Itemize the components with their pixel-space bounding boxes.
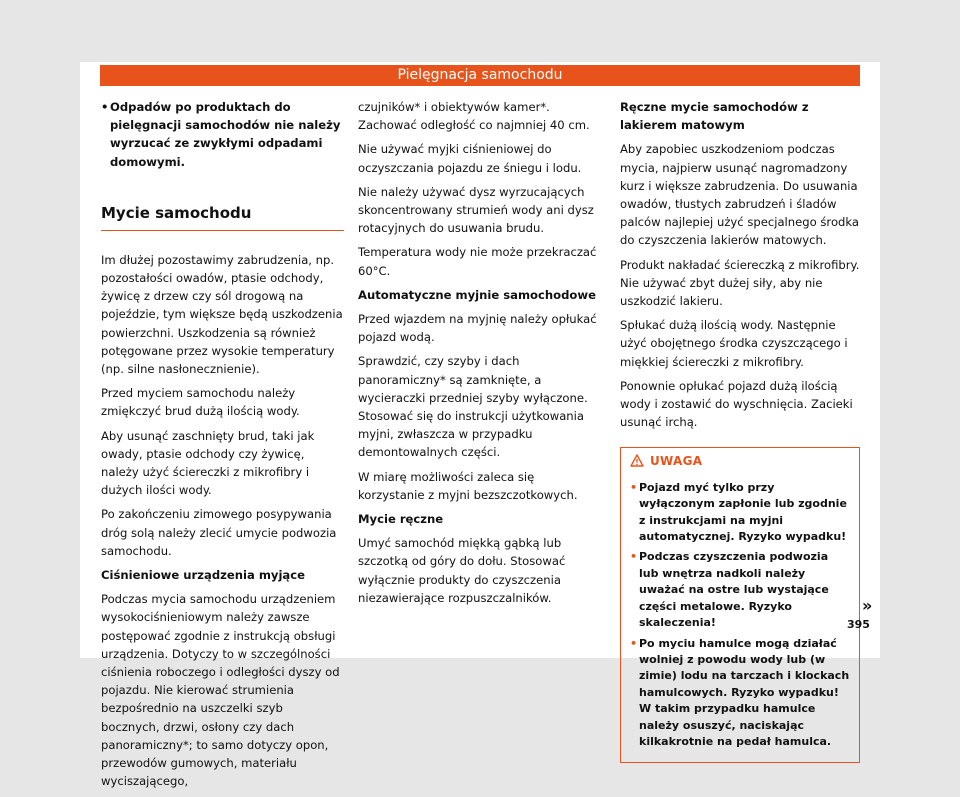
- paragraph: Nie należy używać dysz wyrzucających skoncentrowany strumień wody ani dysz rotacyjnych do usuwania brudu.: [358, 184, 594, 236]
- paragraph: Temperatura wody nie może przekraczać 60°C.: [358, 245, 597, 278]
- subheading-matte-paint: Ręczne mycie samochodów z lakierem matowym: [620, 100, 809, 133]
- paragraph: Spłukać dużą ilością wody. Następnie użyć obojętnego środka czyszczącego i miękkiej ściereczki z mikrofibry.: [620, 318, 848, 369]
- paragraph: czujników* i obiektywów kamer*. Zachować odległość co najmniej 40 cm.: [358, 100, 590, 133]
- warning-item: • Po myciu hamulce mogą działać wolniej z powodu wody lub (w zimie) lodu na tarczach i klockach hamulcowych. Ryzyko wypadku! W takim przypadku hamulce należy osuszyć, naciskając kilkakrotnie na pedał hamulca.: [630, 636, 850, 751]
- subheading-automatic-wash: Automatyczne myjnie samochodowe: [358, 287, 596, 302]
- warning-triangle-icon: [630, 454, 644, 471]
- paragraph: Umyć samochód miękką gąbką lub szczotką od góry do dołu. Stosować wyłącznie produkty do czyszczenia niezawierające rozpuszczalników.: [358, 536, 566, 605]
- paragraph: Nie używać myjki ciśnieniowej do oczyszczania pojazdu ze śniegu i lodu.: [358, 142, 582, 175]
- subheading-pressure-washer: Ciśnieniowe urządzenia myjące: [101, 568, 305, 583]
- warning-box: [620, 447, 860, 763]
- warning-item: • Podczas czyszczenia podwozia lub wnętrza nadkoli należy uważać na ostre lub wystające części metalowe. Ryzyko skaleczenia!: [630, 549, 850, 631]
- page-number: 395: [847, 618, 870, 631]
- page-header: Pielęgnacja samochodu: [100, 65, 860, 86]
- paragraph: Przed myciem samochodu należy zmiękczyć brud dużą ilością wody.: [101, 386, 300, 419]
- continue-arrow-icon: »: [862, 596, 873, 615]
- column-2: [358, 98, 603, 613]
- column-1: [101, 98, 344, 797]
- warning-title: UWAGA: [650, 454, 703, 469]
- paragraph: Podczas mycia samochodu urządzeniem wysokociśnieniowym należy zawsze postępować zgodnie z instrukcją obsługi urządzenia. Dotyczy to w szczególności ciśnienia roboczego i odległości dyszy od pojazdu. Nie kierować strumienia bezpośrednio na uszczelki szyb bocznych, drzwi, osłony czy dach panoramiczny*; to samo dotyczy opon, przewodów gumowych, materiału wyciszającego,: [101, 592, 340, 789]
- paragraph: Ponownie opłukać pojazd dużą ilością wody i zostawić do wyschnięcia. Zacieki usunąć irchą.: [620, 378, 853, 430]
- warning-item: • Pojazd myć tylko przy wyłączonym zapłonie lub zgodnie z instrukcjami na myjni automatycznej. Ryzyko wypadku!: [630, 480, 850, 546]
- intro-bullet: • Odpadów po produktach do pielęgnacji samochodów nie należy wyrzucać ze zwykłymi odpadami domowymi.: [101, 98, 344, 171]
- paragraph: Sprawdzić, czy szyby i dach panoramiczny* są zamknięte, a wycieraczki przedniej szyby wyłączone. Stosować się do instrukcji użytkowania myjni, zwłaszcza w przypadku demontowalnych części.: [358, 354, 588, 460]
- section-title: Mycie samochodu: [101, 203, 344, 231]
- warning-header: [630, 453, 850, 471]
- paragraph: Aby zapobiec uszkodzeniom podczas mycia, najpierw usunąć nagromadzony kurz i większe zabrudzenia. Do usuwania owadów, tłustych zabrudzeń i śladów palców najlepiej użyć specjalnego środka do czyszczenia lakierów matowych.: [620, 142, 860, 248]
- paragraph: Im dłużej pozostawimy zabrudzenia, np. pozostałości owadów, ptasie odchody, żywicę z drzew czy sól drogową na pojeździe, tym większe będą uszkodzenia powierzchni. Uszkodzenia są również potęgowane przez wysokie temperatury (np. silne nasłonecznienie).: [101, 252, 343, 377]
- paragraph: Po zakończeniu zimowego posypywania dróg solą należy zlecić umycie podwozia samochodu.: [101, 507, 337, 558]
- paragraph: Przed wjazdem na myjnię należy opłukać pojazd wodą.: [358, 312, 597, 345]
- column-3: [620, 98, 860, 763]
- paragraph: Produkt nakładać ściereczką z mikrofibry. Nie używać zbyt dużej siły, aby nie uszkodzić lakieru.: [620, 257, 860, 309]
- subheading-hand-wash: Mycie ręczne: [358, 512, 444, 527]
- paragraph: W miarę możliwości zaleca się korzystanie z myjni bezszczotkowych.: [358, 469, 578, 502]
- paragraph: Aby usunąć zaschnięty brud, taki jak owady, ptasie odchody czy żywicę, należy użyć ściereczki z mikrofibry i dużych ilości wody.: [101, 428, 315, 498]
